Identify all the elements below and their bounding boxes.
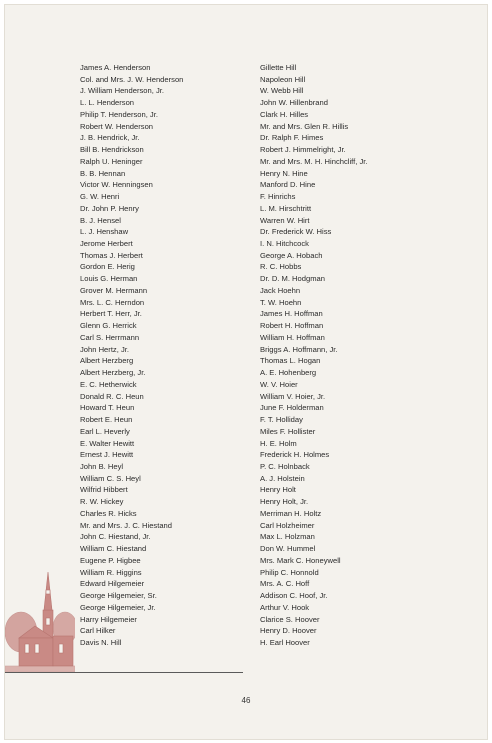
name-entry: A. E. Hohenberg [260, 368, 317, 378]
name-entry: Davis N. Hill [80, 637, 122, 647]
name-entry: E. C. Hetherwick [80, 379, 137, 389]
name-entry: Charles R. Hicks [80, 508, 137, 518]
name-entry: William C. Hiestand [80, 544, 147, 554]
name-entry: B. B. Hennan [80, 168, 126, 178]
name-entry: Thomas L. Hogan [260, 356, 321, 366]
name-entry: Dr. D. M. Hodgman [260, 274, 325, 284]
name-entry: Don W. Hummel [260, 544, 316, 554]
name-entry: Mrs. A. C. Hoff [260, 579, 310, 589]
footer-rule [5, 672, 243, 673]
name-entry: F. Hinrichs [260, 192, 296, 202]
name-entry: Briggs A. Hoffmann, Jr. [260, 344, 338, 354]
name-entry: Albert Herzberg, Jr. [80, 368, 146, 378]
name-entry: Merriman H. Holtz [260, 508, 322, 518]
name-entry: Jack Hoehn [260, 285, 301, 295]
name-entry: Miles F. Hollister [260, 426, 316, 436]
name-entry: Henry N. Hine [260, 168, 308, 178]
name-entry: Gillette Hill [260, 63, 297, 72]
name-entry: Eugene P. Higbee [80, 555, 141, 565]
name-entry: Dr. Frederick W. Hiss [260, 227, 332, 237]
name-entry: Robert E. Heun [80, 415, 133, 425]
name-entry: Herbert T. Herr, Jr. [80, 309, 142, 319]
name-entry: Donald R. C. Heun [80, 391, 144, 401]
name-entry: Bill B. Hendrickson [80, 145, 144, 155]
name-entry: Philip T. Henderson, Jr. [80, 109, 158, 119]
church-illustration [5, 570, 75, 674]
name-entry: Glenn G. Herrick [80, 321, 137, 331]
names-column-left [80, 62, 183, 649]
name-entry: L. J. Henshaw [80, 227, 129, 237]
name-entry: Mrs. L. C. Herndon [80, 297, 145, 307]
name-entry: Manford D. Hine [260, 180, 316, 190]
name-entry: E. Walter Hewitt [80, 438, 135, 448]
name-entry: Henry Holt, Jr. [260, 497, 309, 507]
name-entry: H. Earl Hoover [260, 637, 310, 647]
name-entry: Mr. and Mrs. J. C. Hiestand [80, 520, 172, 530]
name-entry: James A. Henderson [80, 63, 151, 72]
name-entry: Napoleon Hill [260, 74, 306, 84]
name-entry: Henry Holt [260, 485, 296, 495]
name-entry: George Hilgemeier, Sr. [80, 591, 157, 601]
name-entry: Earl L. Heverly [80, 426, 130, 436]
name-entry: Victor W. Henningsen [80, 180, 153, 190]
name-entry: H. E. Holm [260, 438, 297, 448]
name-entry: John Hertz, Jr. [80, 344, 129, 354]
name-entry: L. M. Hirschtritt [260, 203, 312, 213]
name-entry: Addison C. Hoof, Jr. [260, 591, 328, 601]
name-entry: G. W. Henri [80, 192, 120, 202]
name-entry: I. N. Hitchcock [260, 239, 309, 249]
name-entry: Carl Hilker [80, 626, 116, 636]
name-entry: George A. Hobach [260, 250, 323, 260]
name-entry: W. V. Hoier [260, 379, 298, 389]
name-entry: William H. Hoffman [260, 332, 325, 342]
name-entry: John W. Hillenbrand [260, 98, 328, 108]
page-number: 46 [241, 696, 251, 705]
name-entry: Ralph U. Heninger [80, 156, 143, 166]
name-entry: J. William Henderson, Jr. [80, 86, 164, 96]
name-entry: Harry Hilgemeier [80, 614, 137, 624]
name-entry: Robert J. Himmelright, Jr. [260, 145, 346, 155]
name-entry: John C. Hiestand, Jr. [80, 532, 151, 542]
name-entry: Wilfrid Hibbert [80, 485, 128, 495]
name-entry: John B. Heyl [80, 461, 124, 471]
name-entry: J. B. Hendrick, Jr. [80, 133, 140, 143]
name-entry: Ernest J. Hewitt [80, 450, 134, 460]
name-entry: William V. Hoier, Jr. [260, 391, 326, 401]
name-entry: William C. S. Heyl [80, 473, 141, 483]
name-entry: George Hilgemeier, Jr. [80, 602, 156, 612]
name-entry: Philip C. Honnold [260, 567, 319, 577]
name-entry: A. J. Holstein [260, 473, 305, 483]
name-entry: B. J. Hensel [80, 215, 121, 225]
name-entry: Edward Hilgemeier [80, 579, 145, 589]
name-entry: T. W. Hoehn [260, 297, 302, 307]
name-entry: Mrs. Mark C. Honeywell [260, 555, 341, 565]
name-entry: Carl S. Herrmann [80, 332, 140, 342]
name-entry: Dr. Ralph F. Himes [260, 133, 324, 143]
name-entry: Thomas J. Herbert [80, 250, 143, 260]
name-entry: W. Webb Hill [260, 86, 304, 96]
name-entry: James H. Hoffman [260, 309, 323, 319]
name-entry: Jerome Herbert [80, 239, 133, 249]
name-entry: Louis G. Herman [80, 274, 138, 284]
name-entry: Henry D. Hoover [260, 626, 317, 636]
name-entry: Dr. John P. Henry [80, 203, 139, 213]
name-entry: Clark H. Hilles [260, 109, 309, 119]
name-entry: R. C. Hobbs [260, 262, 302, 272]
name-entry: Mr. and Mrs. M. H. Hinchcliff, Jr. [260, 156, 368, 166]
name-entry: L. L. Henderson [80, 98, 135, 108]
name-entry: Clarice S. Hoover [260, 614, 320, 624]
name-entry: William R. Higgins [80, 567, 142, 577]
name-entry: Arthur V. Hook [260, 602, 310, 612]
name-entry: Carl Holzheimer [260, 520, 315, 530]
name-entry: Gordon E. Herig [80, 262, 135, 272]
names-column-right [260, 62, 367, 649]
name-entry: Robert W. Henderson [80, 121, 154, 131]
name-entry: F. T. Holliday [260, 415, 303, 425]
name-entry: Albert Herzberg [80, 356, 134, 366]
name-entry: June F. Holderman [260, 403, 324, 413]
name-entry: Max L. Holzman [260, 532, 315, 542]
name-entry: Frederick H. Holmes [260, 450, 330, 460]
name-entry: Col. and Mrs. J. W. Henderson [80, 74, 184, 84]
name-entry: P. C. Holnback [260, 461, 310, 471]
name-entry: Grover M. Hermann [80, 285, 148, 295]
name-entry: Mr. and Mrs. Glen R. Hillis [260, 121, 349, 131]
name-entry: Robert H. Hoffman [260, 321, 324, 331]
name-entry: Howard T. Heun [80, 403, 135, 413]
document-page [4, 4, 488, 740]
name-entry: R. W. Hickey [80, 497, 124, 507]
name-entry: Warren W. Hirt [260, 215, 310, 225]
